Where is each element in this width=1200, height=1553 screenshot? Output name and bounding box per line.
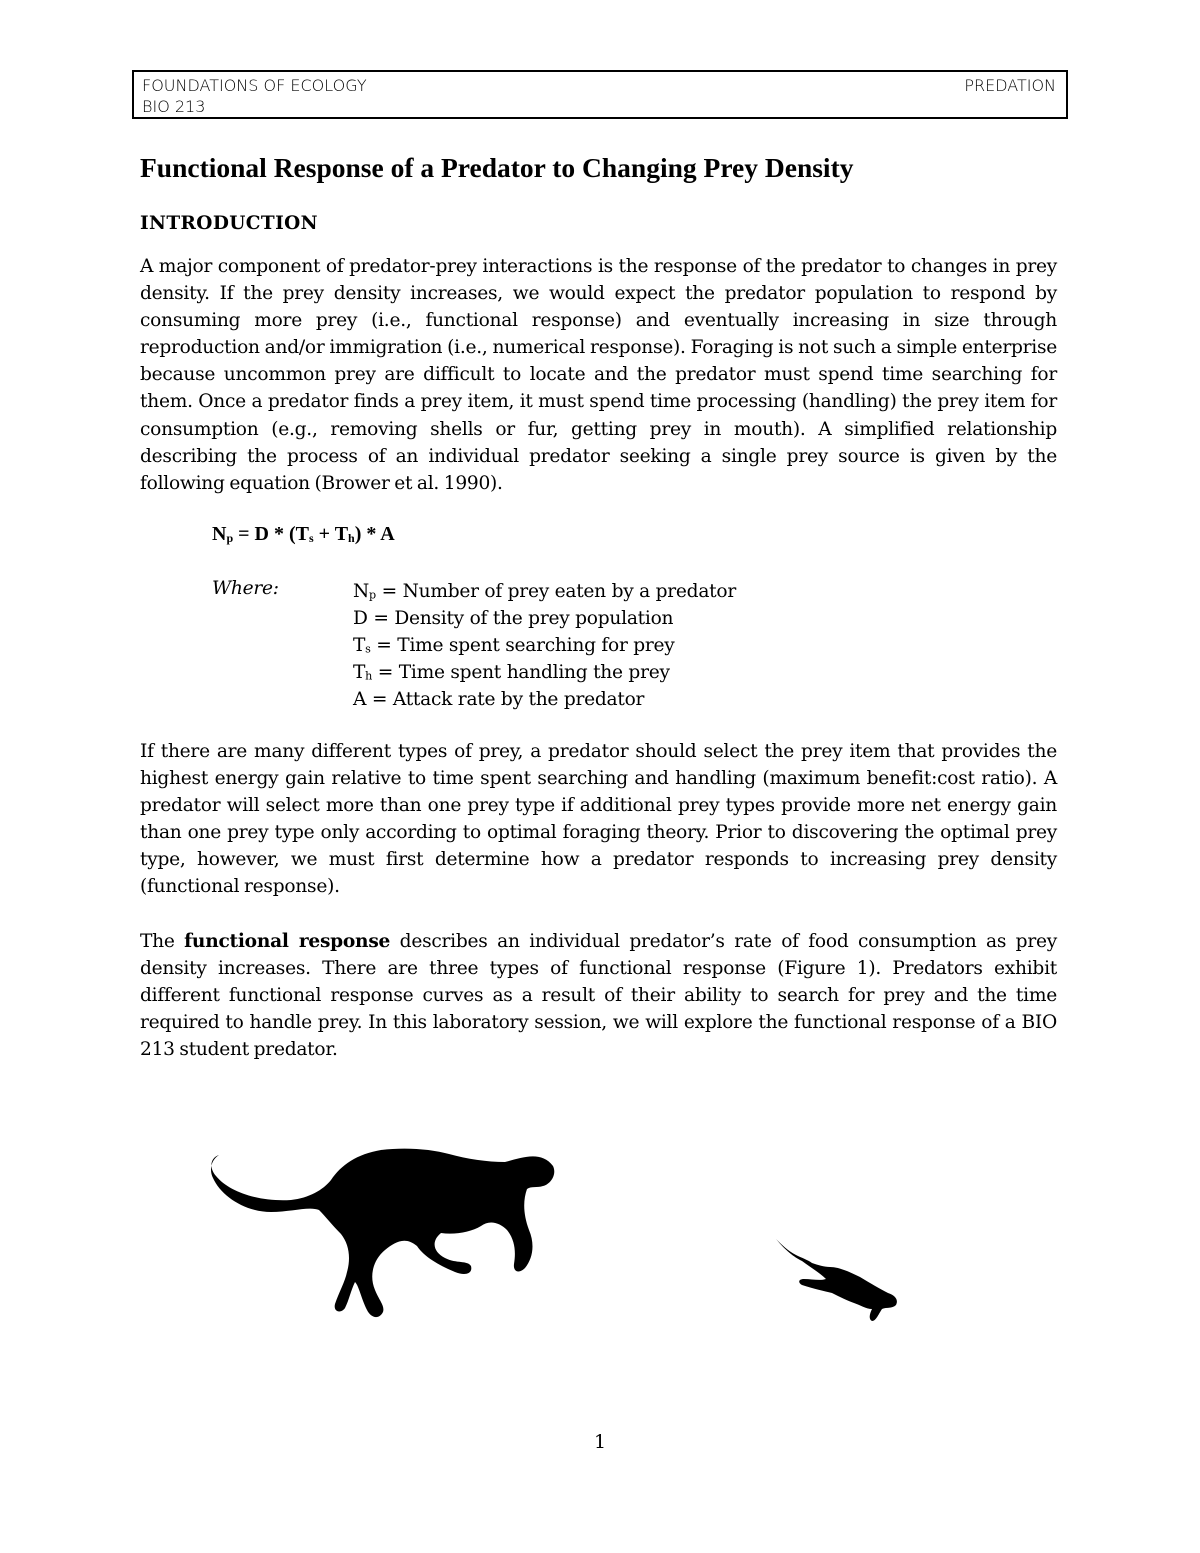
document-header	[132, 70, 1068, 119]
variable-definitions	[353, 578, 736, 713]
definition-d: D = Density of the prey population	[353, 608, 674, 630]
header-row-1	[142, 75, 1056, 96]
cheetah-silhouette-icon	[205, 1140, 560, 1325]
definition-th: $T_h$ = Time spent handling the prey	[353, 662, 670, 684]
definition-np: $N_p$ = Number of prey eaten by a predator	[353, 581, 736, 602]
where-label: Where:	[212, 578, 279, 599]
topic-name: PREDATION	[964, 76, 1056, 95]
predation-equation: $N_p = D * (T_s + T_h) * A$	[212, 523, 395, 545]
intro-paragraph-2: If there are many different types of prey, a predator should select the prey item that provides the highest energy gain relative to time spent searching and handling (maximum benefit:cost ratio). A predator will select more than one prey type if additional prey types provide more net energy gain than one prey type only according to optimal foraging theory. Prior to discovering the optimal prey type, however, we must first determine how a predator responds to increasing prey density (functional response).	[140, 741, 1057, 898]
term-functional-response: functional response	[184, 931, 391, 952]
page-number: 1	[593, 1431, 607, 1453]
course-name: FOUNDATIONS OF ECOLOGY	[142, 76, 367, 95]
header-row-2	[142, 96, 1056, 117]
intro-paragraph-1: A major component of predator-prey interactions is the response of the predator to changes in prey density. If the prey density increases, we would expect the predator population to respond by consuming more prey (i.e., functional response) and eventually increasing in size through reproduction and/or immigration (i.e., numerical response). Foraging is not such a simple enterprise because uncommon prey are difficult to locate and the predator must spend time searching for them. Once a predator finds a prey item, it must spend time processing (handling) the prey item for consumption (e.g., removing shells or fur, getting prey in mouth). A simplified relationship describing the process of an individual predator seeking a single prey source is given by the following equation (Brower et al. 1990).	[140, 256, 1057, 494]
definition-ts: $T_s$ = Time spent searching for prey	[353, 635, 675, 657]
course-code: BIO 213	[142, 97, 206, 116]
rat-silhouette-icon	[772, 1233, 902, 1328]
page-title: Functional Response of a Predator to Changing Prey Density	[140, 152, 854, 183]
section-heading: INTRODUCTION	[140, 213, 318, 234]
intro-paragraph-3: The functional response describes an individual predator’s rate of food consumption as prey density increases. There are three types of functional response (Figure 1). Predators exhibit different functional response curves as a result of their ability to search for prey and the time required to handle prey. In this laboratory session, we will explore the functional response of a BIO 213 student predator.	[140, 931, 1057, 1061]
definition-a: A = Attack rate by the predator	[353, 689, 645, 711]
